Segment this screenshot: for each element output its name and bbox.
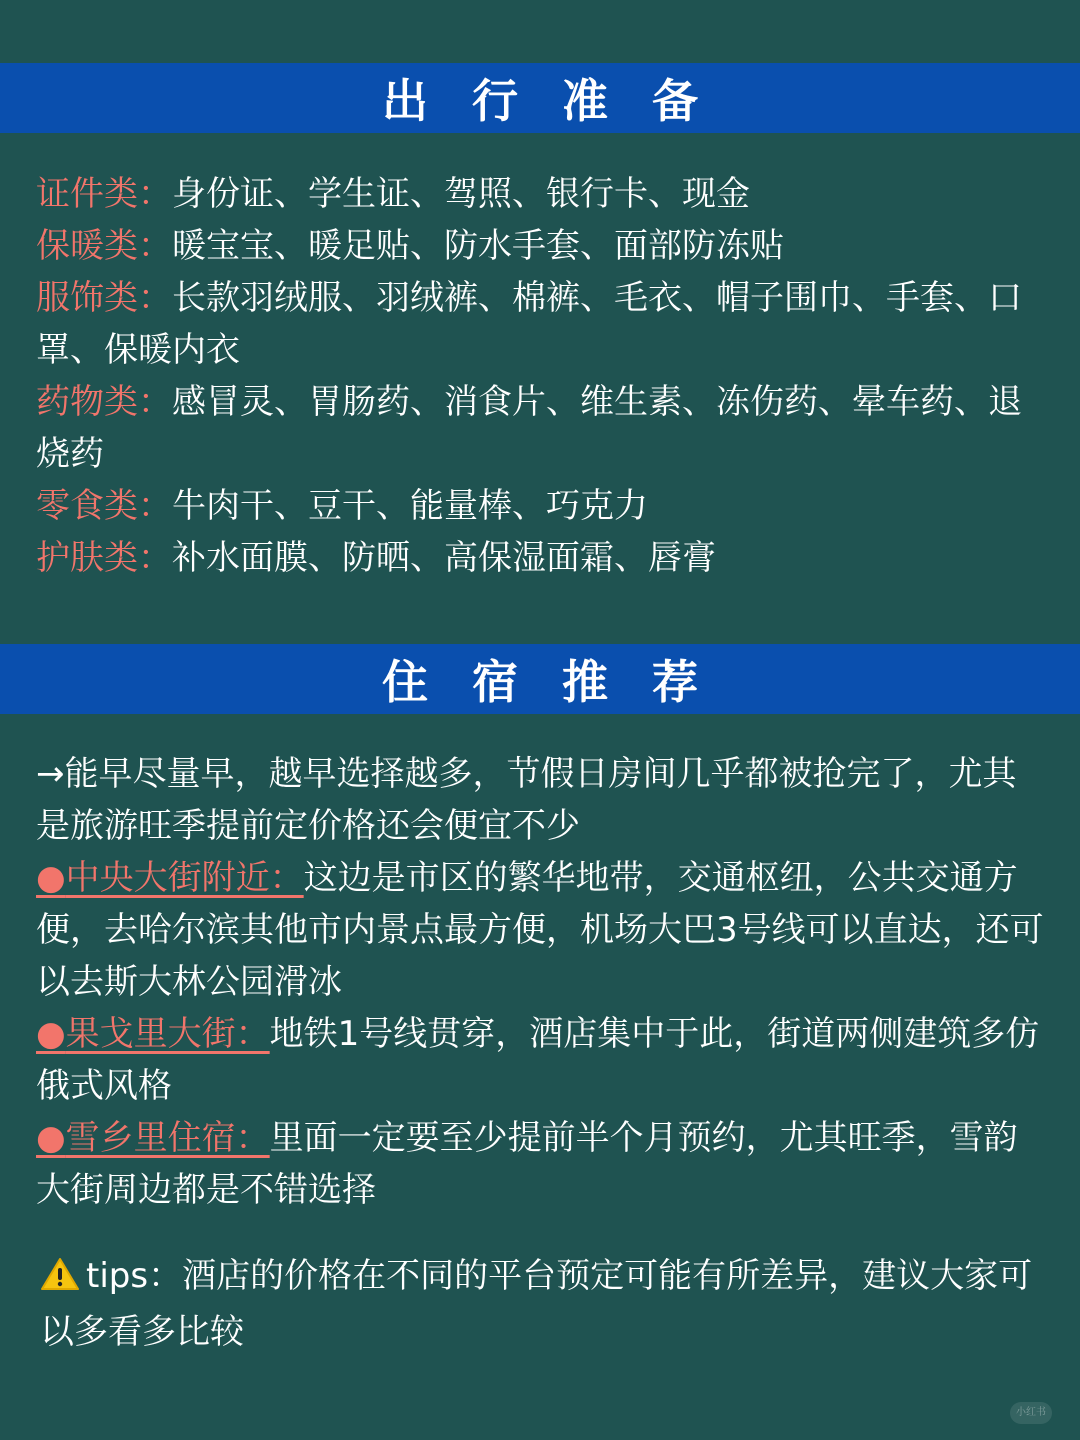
area-name: 雪乡里住宿： bbox=[65, 1118, 270, 1158]
heading-banner-travel-prep bbox=[0, 63, 1080, 133]
heading-lodging: 住 宿 推 荐 bbox=[381, 655, 713, 709]
prep-items: 感冒灵、胃肠药、消食片、维生素、冻伤药、晕车药、退烧药 bbox=[36, 382, 1022, 474]
lodging-area-snow-town bbox=[36, 1112, 1046, 1216]
prep-items: 暖宝宝、暖足贴、防水手套、面部防冻贴 bbox=[172, 226, 784, 266]
prep-label: 药物类： bbox=[36, 382, 172, 422]
bullet-dot-icon: ● bbox=[36, 1014, 66, 1054]
watermark-logo: 小红书 bbox=[1010, 1402, 1052, 1424]
lodging-area-central-street bbox=[36, 852, 1046, 1008]
area-title bbox=[36, 1014, 270, 1054]
prep-label: 证件类： bbox=[36, 174, 172, 214]
tips-note bbox=[40, 1248, 1040, 1360]
prep-items: 牛肉干、豆干、能量棒、巧克力 bbox=[172, 486, 648, 526]
prep-items: 长款羽绒服、羽绒裤、棉裤、毛衣、帽子围巾、手套、口罩、保暖内衣 bbox=[36, 278, 1022, 370]
prep-items: 补水面膜、防晒、高保湿面霜、唇膏 bbox=[172, 538, 716, 578]
prep-item-medicine bbox=[36, 376, 1046, 480]
prep-item-snacks bbox=[36, 480, 1046, 532]
prep-label: 保暖类： bbox=[36, 226, 172, 266]
prep-item-documents bbox=[36, 168, 1046, 220]
area-desc: 这边是市区的繁华地带，交通枢纽，公共交通方便，去哈尔滨其他市内景点最方便，机场大巴3号线可以直达，还可以去斯大林公园滑冰 bbox=[36, 858, 1044, 1002]
area-desc: 里面一定要至少提前半个月预约，尤其旺季，雪韵大街周边都是不错选择 bbox=[36, 1118, 1018, 1210]
area-desc: 地铁1号线贯穿，酒店集中于此，街道两侧建筑多仿俄式风格 bbox=[36, 1014, 1040, 1106]
lodging-section bbox=[36, 748, 1046, 1216]
prep-label: 服饰类： bbox=[36, 278, 172, 318]
prep-item-clothing bbox=[36, 272, 1046, 376]
lodging-area-gogol-street bbox=[36, 1008, 1046, 1112]
prep-items: 身份证、学生证、驾照、银行卡、现金 bbox=[172, 174, 750, 214]
prep-label: 护肤类： bbox=[36, 538, 172, 578]
prep-label: 零食类： bbox=[36, 486, 172, 526]
warning-icon bbox=[40, 1252, 80, 1286]
bullet-dot-icon: ● bbox=[36, 858, 66, 898]
lodging-intro: →能早尽量早，越早选择越多，节假日房间几乎都被抢完了，尤其是旅游旺季提前定价格还会便宜不少 bbox=[36, 754, 1017, 846]
tips-text: tips：酒店的价格在不同的平台预定可能有所差异，建议大家可以多看多比较 bbox=[40, 1256, 1033, 1352]
travel-prep-list bbox=[36, 168, 1046, 584]
heading-banner-lodging bbox=[0, 644, 1080, 714]
prep-item-warmth bbox=[36, 220, 1046, 272]
area-name: 中央大街附近： bbox=[65, 858, 304, 898]
heading-travel-prep: 出 行 准 备 bbox=[381, 74, 713, 128]
area-name: 果戈里大街： bbox=[65, 1014, 270, 1054]
bullet-dot-icon: ● bbox=[36, 1118, 66, 1158]
prep-item-skincare bbox=[36, 532, 1046, 584]
area-title bbox=[36, 858, 304, 898]
area-title bbox=[36, 1118, 270, 1158]
